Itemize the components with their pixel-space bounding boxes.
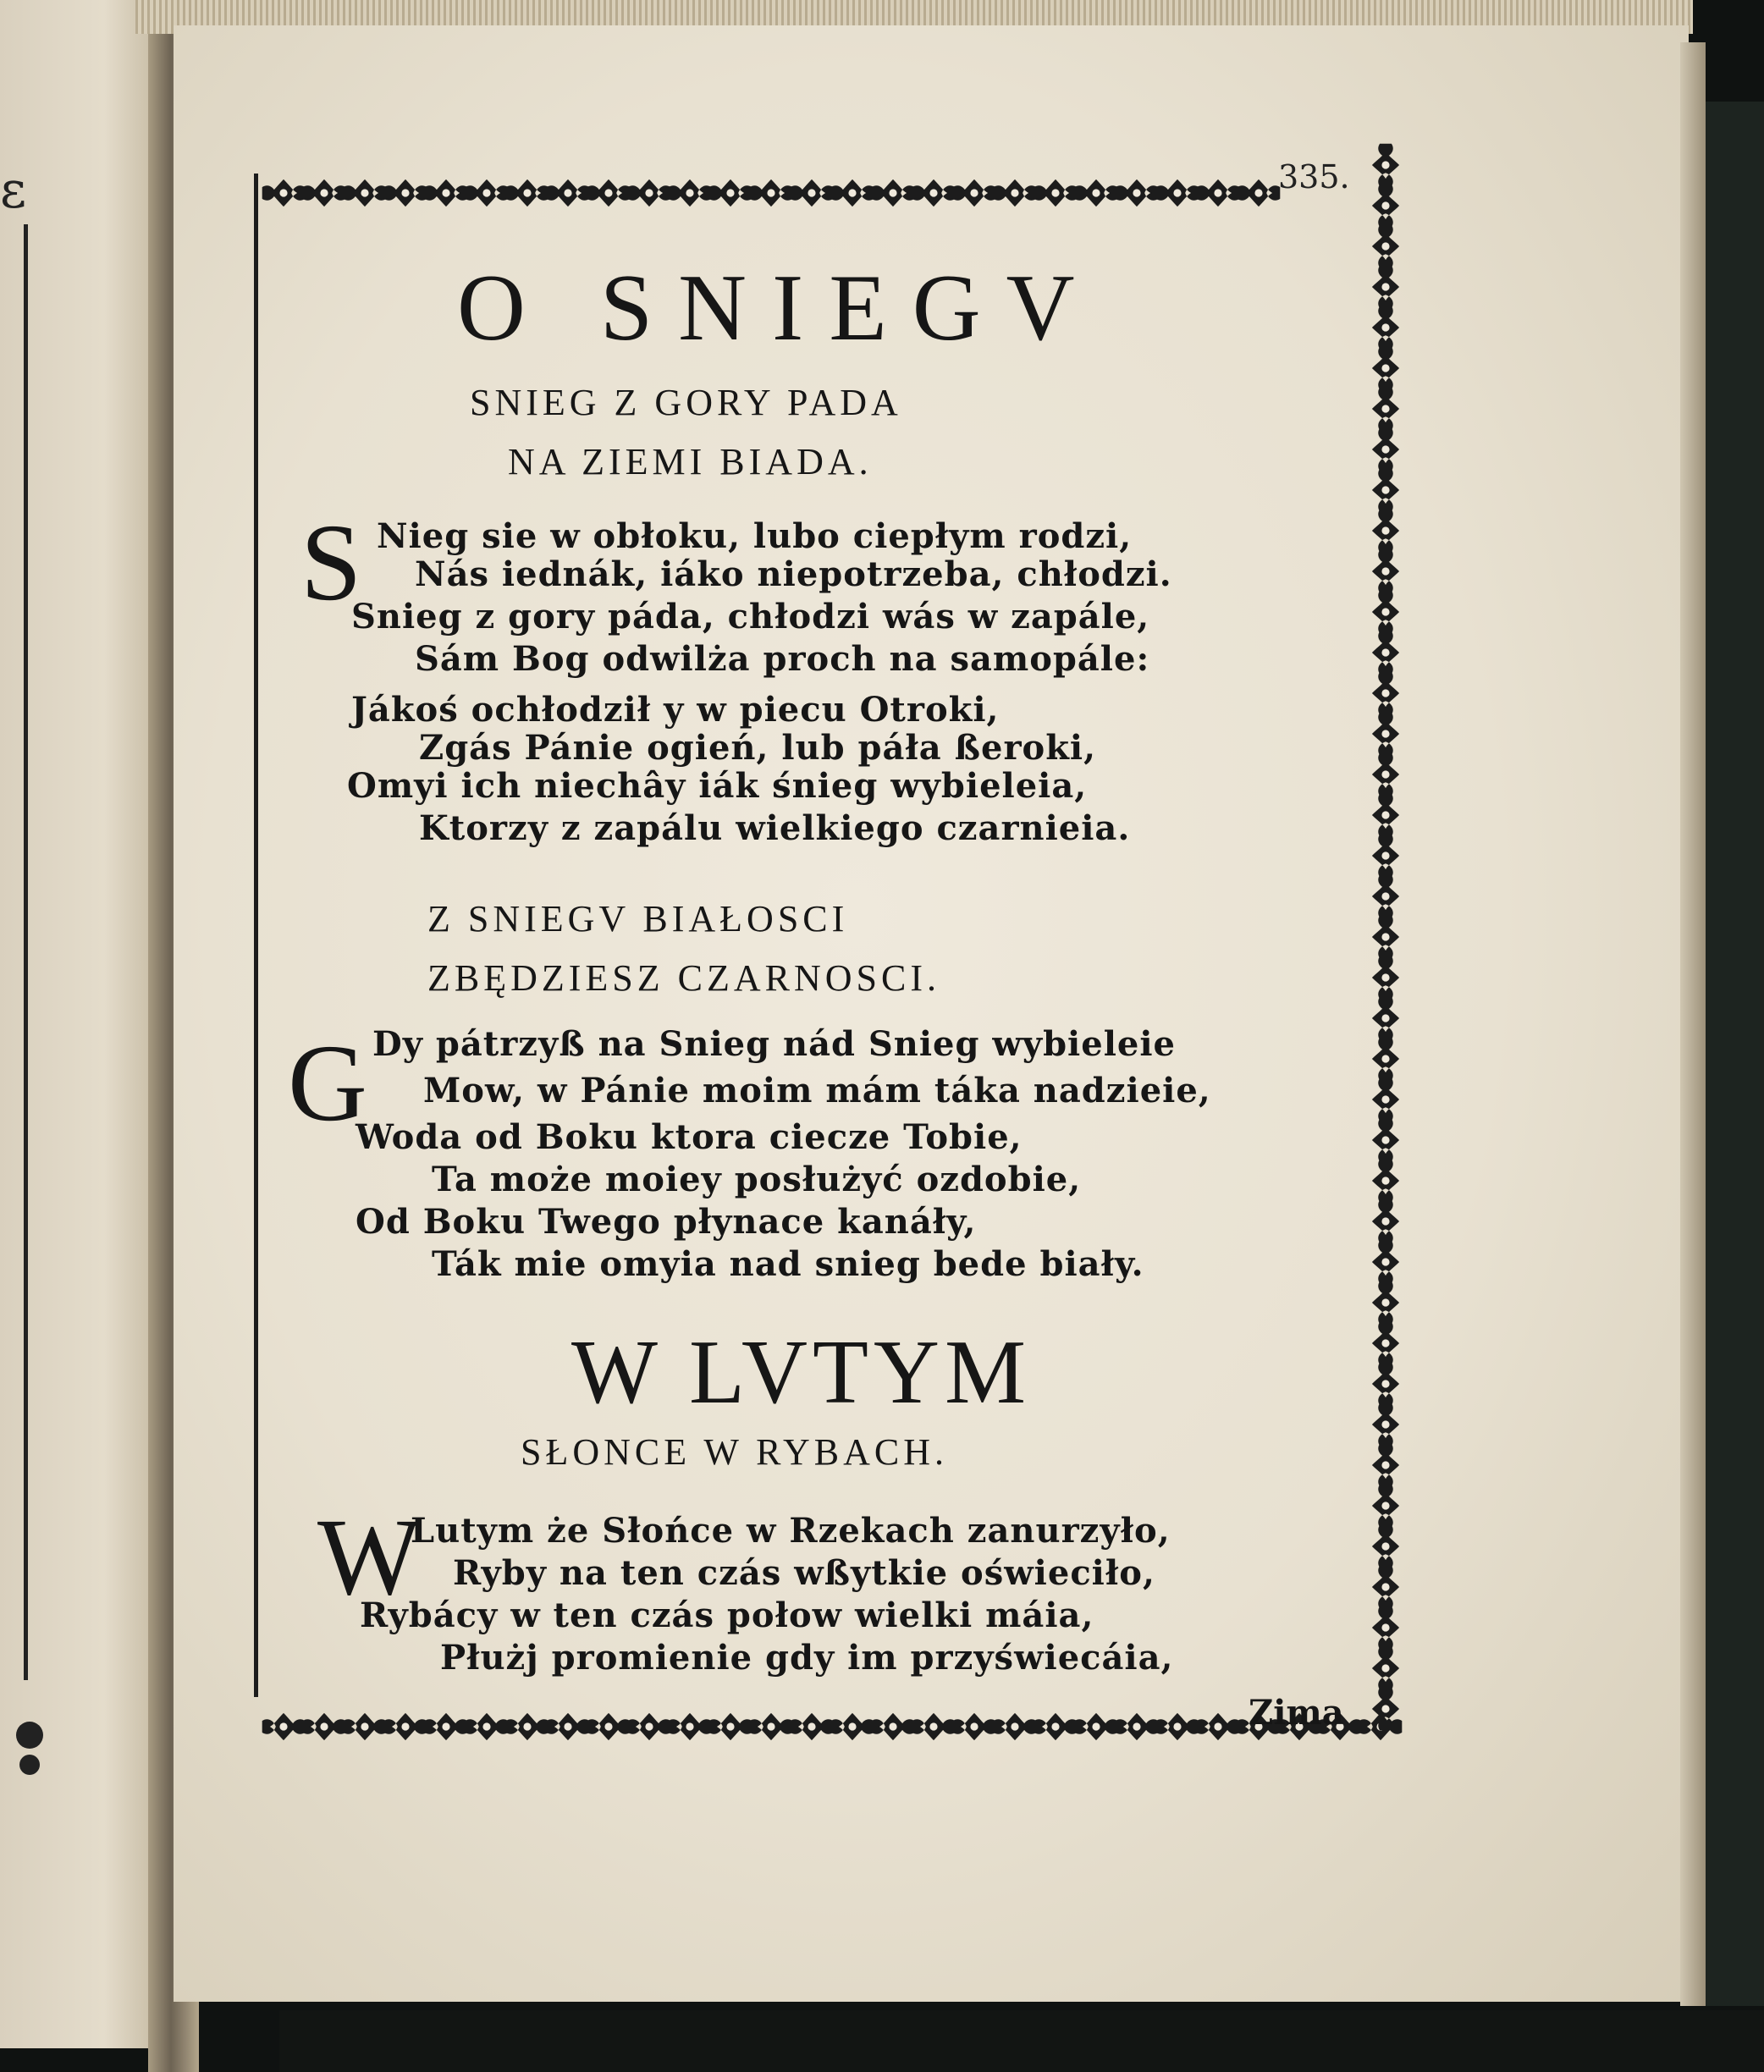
border-ornament	[1372, 428, 1399, 471]
verse-line: Sám Bog odwilża proch na samopále:	[415, 639, 1150, 679]
border-ornament	[547, 1713, 590, 1740]
border-ornament	[1372, 835, 1399, 878]
border-ornament	[791, 179, 834, 207]
border-ornament	[344, 1713, 387, 1740]
verse-line: Zgás Pánie ogień, lub páła ßeroki,	[419, 728, 1097, 768]
border-ornament	[1372, 875, 1399, 918]
verse-line: Ta może moiey posłużyć ozdobie,	[432, 1160, 1082, 1199]
border-ornament	[1197, 179, 1240, 207]
border-ornament	[1372, 550, 1399, 593]
verse-line: Ktorzy z zapálu wielkiego czarnieia.	[419, 808, 1131, 848]
verse-line: Omyi ich niechây iák śnieg wybieleia,	[347, 766, 1088, 806]
border-ornament	[506, 179, 549, 207]
border-ornament	[1156, 1713, 1199, 1740]
border-ornament	[1372, 1363, 1399, 1406]
border-ornament	[1372, 306, 1399, 350]
border-ornament	[1372, 753, 1399, 796]
verse-line: Jákoś ochłodził y w piecu Otroki,	[351, 690, 1000, 730]
verse-line: Ták mie omyia nad snieg bede biały.	[432, 1244, 1144, 1284]
border-rule	[254, 174, 258, 1697]
border-ornament	[1116, 179, 1159, 207]
border-ornament	[1075, 179, 1118, 207]
border-ornament	[953, 1713, 996, 1740]
border-ornament	[1372, 1606, 1399, 1650]
section-subtitle-line: SNIEG Z GORY PADA	[470, 382, 902, 423]
border-ornament	[1372, 916, 1399, 959]
verse-line: Rybácy w ten czás połow wielki máia,	[360, 1595, 1094, 1635]
border-ornament	[303, 1713, 346, 1740]
section-subtitle-line: ZBĘDZIESZ CZARNOSCI.	[427, 957, 940, 999]
border-ornament	[709, 179, 752, 207]
border-ornament	[587, 179, 631, 207]
border-ornament	[1372, 956, 1399, 1000]
border-ornament	[628, 179, 671, 207]
border-ornament	[1075, 1713, 1118, 1740]
border-ornament	[1372, 347, 1399, 390]
verse-line: Woda od Boku ktora ciecze Tobie,	[356, 1117, 1023, 1157]
border-ornament	[953, 179, 996, 207]
border-ornament	[1372, 1119, 1399, 1162]
border-ornament	[750, 1713, 793, 1740]
border-ornament	[1372, 1160, 1399, 1203]
border-ornament	[1372, 631, 1399, 675]
border-ornament	[872, 179, 915, 207]
verse-line: Ryby na ten czás wßytkie oświeciło,	[453, 1553, 1155, 1593]
border-ornament	[425, 1713, 468, 1740]
border-ornament	[1372, 1647, 1399, 1690]
border-ornament	[1372, 1322, 1399, 1365]
border-ornament	[750, 179, 793, 207]
border-ornament	[466, 179, 509, 207]
border-ornament	[547, 179, 590, 207]
border-ornament	[994, 179, 1037, 207]
border-ornament	[1372, 144, 1399, 187]
verse-line: Snieg z gory páda, chłodzi wás w zapále,	[351, 597, 1150, 636]
verse-line: Nás iednák, iáko niepotrzeba, chłodzi.	[415, 554, 1172, 594]
section-subtitle-line: Z SNIEGV BIAŁOSCI	[427, 898, 849, 940]
page-number: 335.	[1278, 158, 1350, 196]
section-subtitle-line: NA ZIEMI BIADA.	[508, 441, 873, 482]
border-ornament	[1372, 1403, 1399, 1447]
border-ornament	[1372, 1078, 1399, 1121]
catchword: Zima	[1249, 1693, 1344, 1733]
border-ornament	[425, 179, 468, 207]
border-ornament	[1372, 388, 1399, 431]
border-ornament	[1034, 179, 1078, 207]
border-ornament	[791, 1713, 834, 1740]
border-ornament	[669, 1713, 712, 1740]
border-ornament	[872, 1713, 915, 1740]
verse-line: Nieg sie w obłoku, lubo ciepłym rodzi,	[377, 516, 1133, 556]
verse-line: Mow, w Pánie moim mám táka nadzieie,	[423, 1071, 1211, 1110]
border-ornament	[1372, 1200, 1399, 1243]
border-ornament	[587, 1713, 631, 1740]
border-ornament	[831, 1713, 874, 1740]
border-ornament	[1372, 1485, 1399, 1528]
border-ornament	[384, 179, 427, 207]
border-ornament	[1156, 179, 1199, 207]
border-ornament	[912, 1713, 956, 1740]
verse-line: Od Boku Twego płynace kanáły,	[356, 1202, 977, 1242]
border-ornament	[1372, 225, 1399, 268]
border-ornament	[1372, 266, 1399, 309]
verse-line: Płużj promienie gdy im przyświecáia,	[440, 1638, 1174, 1678]
border-ornament	[1372, 185, 1399, 228]
border-ornament	[669, 179, 712, 207]
border-ornament	[344, 179, 387, 207]
border-ornament	[628, 1713, 671, 1740]
border-ornament	[1372, 1281, 1399, 1325]
border-ornament	[709, 1713, 752, 1740]
previous-page-ornament: ε	[0, 161, 27, 220]
border-ornament	[1372, 794, 1399, 837]
border-ornament	[1372, 1566, 1399, 1609]
border-ornament	[303, 179, 346, 207]
border-ornament	[1372, 591, 1399, 634]
border-ornament	[384, 1713, 427, 1740]
section-subtitle-line: SŁONCE W RYBACH.	[521, 1431, 949, 1473]
border-ornament	[994, 1713, 1037, 1740]
border-ornament	[506, 1713, 549, 1740]
drop-cap: G	[288, 1022, 367, 1144]
border-ornament	[1372, 1444, 1399, 1487]
border-ornament	[1372, 997, 1399, 1040]
border-ornament	[1197, 1713, 1240, 1740]
drop-cap: W	[317, 1496, 422, 1618]
border-ornament	[1034, 1713, 1078, 1740]
border-ornament	[1372, 1038, 1399, 1081]
border-ornament	[1116, 1713, 1159, 1740]
border-ornament	[262, 1713, 306, 1740]
border-ornament	[1372, 713, 1399, 756]
border-ornament	[1372, 672, 1399, 715]
border-ornament	[831, 179, 874, 207]
border-ornament	[1372, 1241, 1399, 1284]
verse-line: Lutym że Słońce w Rzekach zanurzyło,	[411, 1511, 1171, 1551]
border-ornament	[262, 179, 306, 207]
border-ornament	[1238, 179, 1281, 207]
section-title: W LVTYM	[571, 1322, 1032, 1423]
section-title: O SNIEGV	[457, 256, 1100, 361]
drop-cap: S	[300, 502, 362, 624]
border-ornament	[1372, 510, 1399, 553]
verse-line: Dy pátrzyß na Snieg nád Snieg wybieleie	[372, 1024, 1176, 1064]
border-ornament	[466, 1713, 509, 1740]
border-ornament	[1372, 1525, 1399, 1568]
border-ornament	[1372, 469, 1399, 512]
border-ornament	[912, 179, 956, 207]
